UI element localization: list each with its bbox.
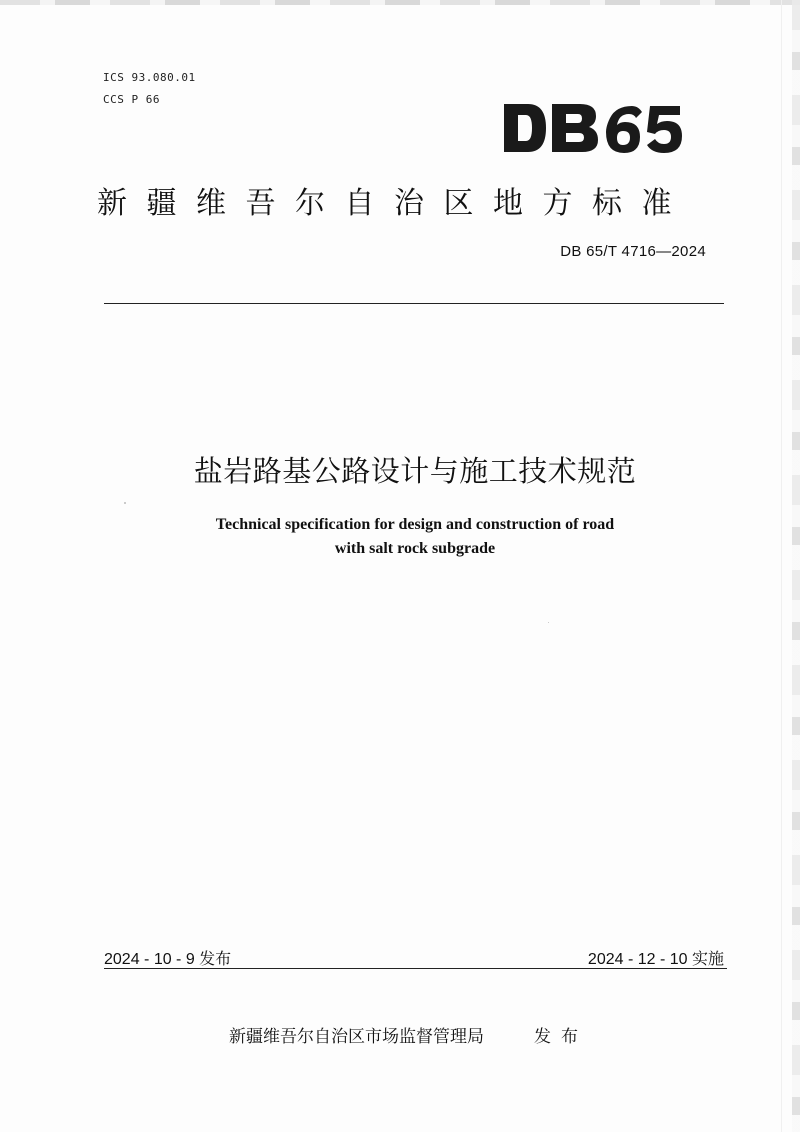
title-chinese: 盐岩路基公路设计与施工技术规范: [193, 454, 637, 488]
standard-number: DB 65/T 4716—2024: [560, 243, 706, 260]
implementation-date: 2024 - 12 - 10 实施: [587, 951, 724, 968]
title-english-line-2: with salt rock subgrade: [334, 540, 496, 557]
scan-edge-top: [0, 0, 800, 5]
ics-code: ICS 93.080.01: [103, 71, 196, 84]
issue-date: 2024 - 10 - 9 发布: [104, 951, 232, 968]
divider-bottom: [104, 968, 727, 969]
ccs-code: CCS P 66: [103, 93, 160, 106]
db65-logo: [500, 100, 685, 156]
title-english-line-1: Technical specification for design and construction of road: [215, 516, 615, 533]
issuing-authority: 新疆维吾尔自治区市场监督管理局: [229, 1027, 484, 1047]
issue-action: 发布: [534, 1027, 588, 1047]
standard-authority-heading: 新疆维吾尔自治区地方标准: [97, 186, 691, 221]
divider-top: [104, 303, 724, 304]
scan-line: [781, 0, 782, 1132]
scan-edge-right: [792, 0, 800, 1132]
scan-speck: [548, 622, 549, 623]
scan-speck: [124, 502, 126, 504]
